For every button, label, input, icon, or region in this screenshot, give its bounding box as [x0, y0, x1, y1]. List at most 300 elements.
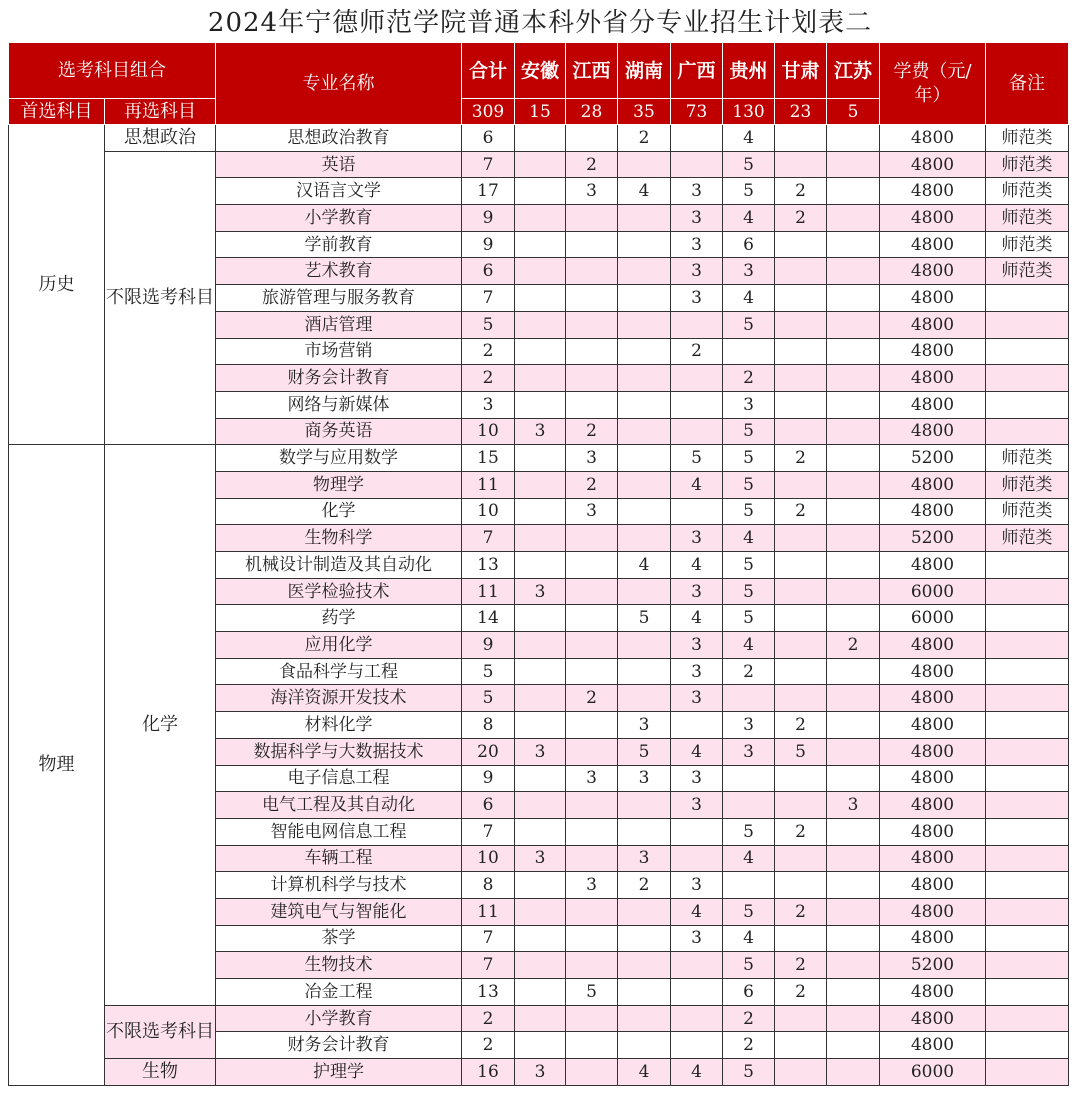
- province-count-cell: [827, 205, 880, 232]
- total-cell: 2: [462, 365, 515, 392]
- province-count-cell: [515, 952, 566, 979]
- province-count-cell: [827, 712, 880, 739]
- province-count-cell: [515, 391, 566, 418]
- province-count-cell: [827, 1059, 880, 1086]
- note-cell: 师范类: [986, 151, 1069, 178]
- tuition-cell: 4800: [880, 685, 986, 712]
- total-cell: 17: [462, 178, 515, 205]
- enrollment-table: [8, 42, 1069, 1086]
- province-count-cell: [723, 872, 775, 899]
- province-count-cell: [618, 632, 671, 659]
- province-count-cell: 3: [671, 231, 723, 258]
- note-cell: [986, 311, 1069, 338]
- province-count-cell: 4: [723, 125, 775, 152]
- province-count-cell: [671, 391, 723, 418]
- total-cell: 13: [462, 552, 515, 579]
- note-cell: [986, 898, 1069, 925]
- major-name-cell: 冶金工程: [216, 979, 462, 1006]
- table-row: [9, 1059, 1069, 1086]
- province-count-cell: [515, 338, 566, 365]
- major-name-cell: 材料化学: [216, 712, 462, 739]
- note-cell: 师范类: [986, 471, 1069, 498]
- province-count-cell: [671, 818, 723, 845]
- province-count-cell: [618, 391, 671, 418]
- province-count-cell: [827, 338, 880, 365]
- province-count-cell: 5: [618, 738, 671, 765]
- province-count-cell: [618, 258, 671, 285]
- province-count-cell: [775, 258, 827, 285]
- tuition-cell: 6000: [880, 578, 986, 605]
- note-cell: [986, 712, 1069, 739]
- province-count-cell: 4: [671, 552, 723, 579]
- tuition-cell: 4800: [880, 898, 986, 925]
- province-count-cell: 3: [515, 845, 566, 872]
- note-cell: [986, 658, 1069, 685]
- province-count-cell: [671, 418, 723, 445]
- province-count-cell: [827, 685, 880, 712]
- tuition-cell: 5200: [880, 445, 986, 472]
- province-count-cell: [566, 311, 618, 338]
- province-count-cell: [775, 552, 827, 579]
- total-cell: 10: [462, 498, 515, 525]
- province-count-cell: [827, 258, 880, 285]
- province-count-cell: 3: [671, 792, 723, 819]
- major-name-cell: 思想政治教育: [216, 125, 462, 152]
- major-name-cell: 网络与新媒体: [216, 391, 462, 418]
- total-count: 15: [515, 99, 566, 125]
- province-count-cell: 5: [723, 418, 775, 445]
- province-count-cell: 3: [671, 525, 723, 552]
- province-count-cell: [671, 498, 723, 525]
- province-count-cell: [618, 792, 671, 819]
- province-count-cell: [827, 952, 880, 979]
- province-count-cell: 2: [566, 471, 618, 498]
- province-count-cell: [775, 632, 827, 659]
- total-cell: 7: [462, 818, 515, 845]
- province-count-cell: 4: [671, 605, 723, 632]
- province-count-cell: [618, 471, 671, 498]
- province-count-cell: 3: [827, 792, 880, 819]
- province-count-cell: [775, 525, 827, 552]
- province-count-cell: 3: [515, 578, 566, 605]
- province-count-cell: [515, 765, 566, 792]
- province-count-cell: [775, 845, 827, 872]
- major-name-cell: 数据科学与大数据技术: [216, 738, 462, 765]
- province-count-cell: 4: [671, 471, 723, 498]
- major-name-cell: 医学检验技术: [216, 578, 462, 605]
- province-count-cell: [775, 1005, 827, 1032]
- province-count-cell: [775, 765, 827, 792]
- major-name-cell: 物理学: [216, 471, 462, 498]
- province-count-cell: [775, 151, 827, 178]
- total-cell: 7: [462, 151, 515, 178]
- total-cell: 9: [462, 765, 515, 792]
- province-count-cell: 5: [723, 178, 775, 205]
- major-name-cell: 智能电网信息工程: [216, 818, 462, 845]
- province-count-cell: 2: [723, 1032, 775, 1059]
- second-subject-cell: 化学: [105, 445, 216, 1005]
- note-cell: 师范类: [986, 498, 1069, 525]
- total-cell: 10: [462, 418, 515, 445]
- province-header: 安徽: [515, 43, 566, 99]
- province-count-cell: [515, 818, 566, 845]
- note-cell: [986, 338, 1069, 365]
- major-name-cell: 计算机科学与技术: [216, 872, 462, 899]
- total-cell: 8: [462, 712, 515, 739]
- province-count-cell: [618, 818, 671, 845]
- total-cell: 11: [462, 578, 515, 605]
- note-header: 备注: [986, 43, 1069, 125]
- province-header: 贵州: [723, 43, 775, 99]
- note-cell: [986, 792, 1069, 819]
- major-name-cell: 学前教育: [216, 231, 462, 258]
- province-count-cell: 2: [775, 445, 827, 472]
- province-count-cell: [566, 845, 618, 872]
- province-count-cell: [827, 1032, 880, 1059]
- province-count-cell: [566, 578, 618, 605]
- total-cell: 10: [462, 845, 515, 872]
- province-count-cell: 5: [671, 445, 723, 472]
- province-count-cell: [827, 552, 880, 579]
- province-count-cell: 2: [775, 818, 827, 845]
- province-header: 广西: [671, 43, 723, 99]
- province-count-cell: 2: [775, 979, 827, 1006]
- major-name-cell: 数学与应用数学: [216, 445, 462, 472]
- total-cell: 2: [462, 1032, 515, 1059]
- province-count-cell: [566, 1032, 618, 1059]
- province-count-cell: [618, 418, 671, 445]
- province-count-cell: 3: [618, 765, 671, 792]
- tuition-cell: 4800: [880, 1032, 986, 1059]
- province-count-cell: [515, 872, 566, 899]
- province-count-cell: 4: [723, 632, 775, 659]
- province-count-cell: 5: [723, 898, 775, 925]
- major-name-cell: 英语: [216, 151, 462, 178]
- note-cell: 师范类: [986, 525, 1069, 552]
- province-count-cell: 2: [775, 178, 827, 205]
- province-count-cell: [566, 125, 618, 152]
- province-count-cell: 5: [723, 578, 775, 605]
- province-count-cell: [566, 231, 618, 258]
- total-count: 130: [723, 99, 775, 125]
- total-count: 35: [618, 99, 671, 125]
- province-count-cell: 3: [566, 445, 618, 472]
- province-count-cell: [566, 632, 618, 659]
- province-count-cell: [827, 898, 880, 925]
- province-count-cell: 3: [515, 418, 566, 445]
- total-cell: 7: [462, 925, 515, 952]
- tuition-cell: 4800: [880, 178, 986, 205]
- province-count-cell: [775, 1032, 827, 1059]
- province-count-cell: [671, 365, 723, 392]
- province-count-cell: [671, 1005, 723, 1032]
- province-count-cell: [515, 205, 566, 232]
- province-count-cell: [618, 898, 671, 925]
- major-name-cell: 旅游管理与服务教育: [216, 285, 462, 312]
- province-count-cell: [515, 365, 566, 392]
- province-count-cell: [827, 151, 880, 178]
- province-count-cell: [515, 178, 566, 205]
- province-count-cell: [618, 979, 671, 1006]
- note-cell: [986, 845, 1069, 872]
- province-count-cell: [775, 658, 827, 685]
- tuition-cell: 4800: [880, 1005, 986, 1032]
- province-count-cell: [827, 498, 880, 525]
- province-count-cell: 6: [723, 979, 775, 1006]
- total-cell: 9: [462, 231, 515, 258]
- province-count-cell: 2: [775, 498, 827, 525]
- total-count: 5: [827, 99, 880, 125]
- note-cell: [986, 979, 1069, 1006]
- province-count-cell: 4: [618, 1059, 671, 1086]
- note-cell: 师范类: [986, 125, 1069, 152]
- total-cell: 15: [462, 445, 515, 472]
- tuition-header: 学费（元/年）: [880, 43, 986, 125]
- note-cell: [986, 925, 1069, 952]
- total-cell: 7: [462, 285, 515, 312]
- note-cell: [986, 872, 1069, 899]
- province-count-cell: [618, 658, 671, 685]
- province-count-cell: [566, 605, 618, 632]
- province-count-cell: 5: [723, 552, 775, 579]
- note-cell: [986, 1059, 1069, 1086]
- tuition-cell: 4800: [880, 471, 986, 498]
- province-count-cell: 5: [723, 818, 775, 845]
- province-count-cell: [618, 445, 671, 472]
- second-subject-cell: 思想政治: [105, 125, 216, 152]
- total-cell: 6: [462, 258, 515, 285]
- province-count-cell: [515, 1005, 566, 1032]
- province-count-cell: 5: [723, 311, 775, 338]
- province-count-cell: [618, 338, 671, 365]
- province-count-cell: [566, 365, 618, 392]
- total-cell: 6: [462, 792, 515, 819]
- province-count-cell: [827, 365, 880, 392]
- tuition-cell: 4800: [880, 552, 986, 579]
- province-count-cell: [515, 712, 566, 739]
- total-cell: 9: [462, 205, 515, 232]
- province-count-cell: [827, 285, 880, 312]
- note-cell: [986, 605, 1069, 632]
- note-cell: [986, 632, 1069, 659]
- province-count-cell: [827, 525, 880, 552]
- note-cell: [986, 418, 1069, 445]
- province-count-cell: 2: [723, 365, 775, 392]
- province-count-cell: 3: [566, 498, 618, 525]
- province-count-cell: 2: [775, 898, 827, 925]
- province-count-cell: [618, 525, 671, 552]
- province-count-cell: [566, 1059, 618, 1086]
- province-count-cell: 2: [566, 151, 618, 178]
- province-header: 江苏: [827, 43, 880, 99]
- tuition-cell: 4800: [880, 632, 986, 659]
- province-count-cell: [671, 952, 723, 979]
- major-name-cell: 生物科学: [216, 525, 462, 552]
- table-row: [9, 151, 1069, 178]
- note-cell: [986, 765, 1069, 792]
- total-cell: 3: [462, 391, 515, 418]
- province-count-cell: 5: [618, 605, 671, 632]
- note-cell: [986, 1005, 1069, 1032]
- province-count-cell: [566, 925, 618, 952]
- province-count-cell: [618, 205, 671, 232]
- province-count-cell: 2: [775, 205, 827, 232]
- province-count-cell: [618, 1032, 671, 1059]
- province-count-cell: [827, 925, 880, 952]
- major-name-cell: 护理学: [216, 1059, 462, 1086]
- province-count-cell: [515, 979, 566, 1006]
- province-count-cell: [671, 151, 723, 178]
- province-count-cell: [566, 338, 618, 365]
- tuition-cell: 4800: [880, 391, 986, 418]
- major-name-header: 专业名称: [216, 43, 462, 125]
- table-header: [9, 43, 1069, 125]
- province-count-cell: [515, 498, 566, 525]
- province-count-cell: [671, 311, 723, 338]
- tuition-cell: 4800: [880, 338, 986, 365]
- province-count-cell: [775, 605, 827, 632]
- tuition-cell: 4800: [880, 765, 986, 792]
- tuition-cell: 4800: [880, 205, 986, 232]
- province-count-cell: [515, 445, 566, 472]
- province-count-cell: 3: [671, 578, 723, 605]
- province-count-cell: [515, 898, 566, 925]
- major-name-cell: 车辆工程: [216, 845, 462, 872]
- tuition-cell: 4800: [880, 258, 986, 285]
- table-row: [9, 445, 1069, 472]
- province-count-cell: 4: [671, 1059, 723, 1086]
- province-count-cell: [827, 979, 880, 1006]
- tuition-cell: 4800: [880, 365, 986, 392]
- province-count-cell: 3: [671, 258, 723, 285]
- province-count-cell: 2: [827, 632, 880, 659]
- total-cell: 11: [462, 898, 515, 925]
- province-count-cell: 5: [723, 151, 775, 178]
- province-count-cell: 3: [671, 178, 723, 205]
- province-count-cell: [827, 178, 880, 205]
- note-cell: [986, 391, 1069, 418]
- total-cell: 2: [462, 1005, 515, 1032]
- total-cell: 8: [462, 872, 515, 899]
- province-count-cell: 3: [515, 1059, 566, 1086]
- tuition-cell: 4800: [880, 738, 986, 765]
- province-count-cell: 3: [671, 765, 723, 792]
- province-count-cell: [827, 231, 880, 258]
- province-count-cell: [775, 391, 827, 418]
- province-count-cell: [566, 258, 618, 285]
- province-count-cell: [827, 845, 880, 872]
- province-count-cell: [775, 471, 827, 498]
- province-count-cell: 5: [723, 498, 775, 525]
- province-count-cell: [515, 311, 566, 338]
- province-count-cell: 3: [618, 712, 671, 739]
- province-count-cell: [515, 632, 566, 659]
- province-count-cell: [827, 658, 880, 685]
- province-count-cell: [618, 231, 671, 258]
- major-name-cell: 商务英语: [216, 418, 462, 445]
- tuition-cell: 4800: [880, 151, 986, 178]
- note-cell: [986, 738, 1069, 765]
- province-count-cell: 4: [723, 925, 775, 952]
- province-count-cell: [671, 712, 723, 739]
- province-count-cell: [827, 578, 880, 605]
- province-count-cell: 3: [723, 712, 775, 739]
- province-count-cell: [827, 872, 880, 899]
- province-count-cell: [775, 311, 827, 338]
- note-cell: 师范类: [986, 178, 1069, 205]
- province-count-cell: [566, 898, 618, 925]
- province-count-cell: 4: [671, 738, 723, 765]
- province-count-cell: 4: [618, 552, 671, 579]
- total-cell: 7: [462, 525, 515, 552]
- total-count: 28: [566, 99, 618, 125]
- province-count-cell: [775, 1059, 827, 1086]
- tuition-cell: 4800: [880, 658, 986, 685]
- province-count-cell: [775, 231, 827, 258]
- province-count-cell: [723, 338, 775, 365]
- province-count-cell: [618, 685, 671, 712]
- province-count-cell: [515, 151, 566, 178]
- province-count-cell: 2: [618, 125, 671, 152]
- total-cell: 5: [462, 311, 515, 338]
- province-count-cell: [566, 738, 618, 765]
- tuition-cell: 4800: [880, 285, 986, 312]
- province-count-cell: [775, 418, 827, 445]
- province-count-cell: [515, 525, 566, 552]
- province-count-cell: [775, 578, 827, 605]
- province-count-cell: 5: [723, 1059, 775, 1086]
- province-count-cell: 5: [723, 445, 775, 472]
- province-count-cell: [671, 979, 723, 1006]
- province-count-cell: 3: [671, 925, 723, 952]
- tuition-cell: 5200: [880, 525, 986, 552]
- province-count-cell: [671, 125, 723, 152]
- province-count-cell: [618, 1005, 671, 1032]
- tuition-cell: 4800: [880, 792, 986, 819]
- province-count-cell: [827, 391, 880, 418]
- province-count-cell: 3: [723, 391, 775, 418]
- province-count-cell: [775, 925, 827, 952]
- province-count-cell: [775, 338, 827, 365]
- province-count-cell: [618, 925, 671, 952]
- province-count-cell: 4: [723, 845, 775, 872]
- province-count-cell: 2: [775, 712, 827, 739]
- first-subject-header: 首选科目: [9, 99, 105, 125]
- province-count-cell: [618, 498, 671, 525]
- note-cell: 师范类: [986, 231, 1069, 258]
- major-name-cell: 机械设计制造及其自动化: [216, 552, 462, 579]
- province-count-cell: [566, 205, 618, 232]
- province-count-cell: [515, 1032, 566, 1059]
- province-count-cell: 2: [723, 658, 775, 685]
- tuition-cell: 4800: [880, 872, 986, 899]
- tuition-cell: 4800: [880, 845, 986, 872]
- province-count-cell: [827, 125, 880, 152]
- province-count-cell: 3: [566, 765, 618, 792]
- province-count-cell: [618, 578, 671, 605]
- page-title: 2024年宁德师范学院普通本科外省分专业招生计划表二: [207, 8, 873, 38]
- province-count-cell: [671, 845, 723, 872]
- table-row: [9, 1005, 1069, 1032]
- province-count-cell: [515, 658, 566, 685]
- province-count-cell: [566, 285, 618, 312]
- tuition-cell: 4800: [880, 418, 986, 445]
- province-count-cell: [723, 685, 775, 712]
- province-count-cell: [775, 365, 827, 392]
- province-count-cell: [566, 792, 618, 819]
- tuition-cell: 4800: [880, 125, 986, 152]
- note-cell: [986, 285, 1069, 312]
